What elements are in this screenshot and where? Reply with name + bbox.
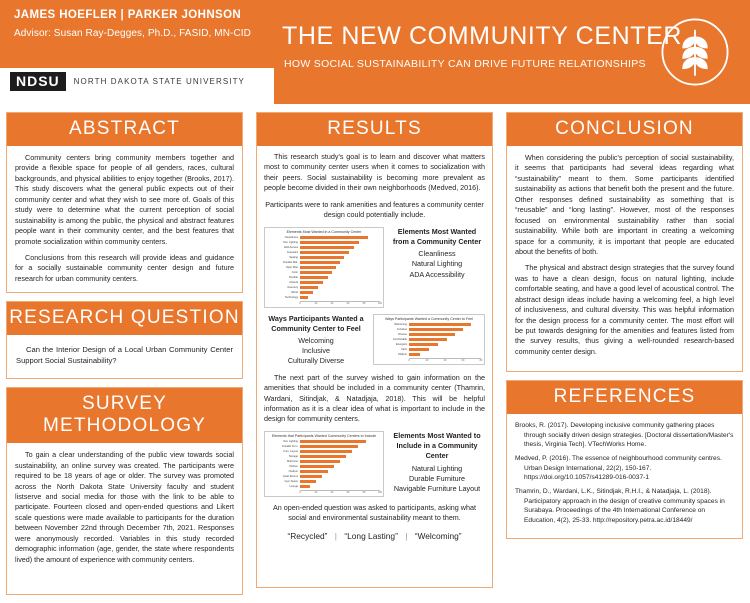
abstract-paragraph: Community centers bring community members together and provide a flexible space for people of all genders, races, cultural backgrounds, and physical abilities to enjoy together (Brooks, 2017). This study discovers what the general public expects out of their community center and what they wish to see more of. Goals of this study were to determine what the current perception of social sustainability is among the public, the physical and abstract features people want in their community center, and the best features that promote socialization within community centers. [15, 153, 234, 246]
callout-item: Welcoming [298, 336, 334, 346]
reference-entry: Thamrin, D., Wardani, L.K., Sitindjak, R.H.I., & Natadjaja, L. (2018). Participatory approach in the design of creative community spaces in Surabaya. Proceedings of the 4th International Conference on Education, 4(2), 25-33. http://repository.petra.ac.id/18449/ [515, 488, 725, 524]
results-callout-3 [389, 431, 485, 494]
results-callout-2 [264, 314, 368, 367]
chart-axis: 0 20 40 60 80 100 [299, 301, 382, 305]
quote-item: “Long Lasting” [344, 530, 398, 541]
wheat-circle-logo-icon [658, 15, 732, 89]
ndsu-logo [10, 72, 245, 91]
research-question-body [7, 335, 242, 378]
results-chart-group-3 [264, 431, 485, 497]
callout-item: Navigable Furniture Layout [393, 483, 481, 493]
advisor-line: Advisor: Susan Ray-Degges, Ph.D., FASID, MN-CID [14, 28, 251, 39]
poster-header [0, 0, 750, 104]
results-chart-group-1 [264, 227, 485, 308]
page-subtitle: HOW SOCIAL SUSTAINABILITY CAN DRIVE FUTURE RELATIONSHIPS [284, 58, 646, 70]
chart-axis: 0 20 40 60 80 100 [299, 490, 382, 494]
callout-item: Inclusive [302, 346, 330, 356]
conclusion-paragraph: When considering the public's perception of social sustainability, it seems that participants had several ideas regarding what “sustainability” meant to them. Some participants identified sustainability as actions that benefit both the present and the future. Other responses defined sustainability as something that is “reusable” and “long lasting”. However, most of the responses focused on environmental sustainability rather than social sustainability. While both are important in creating a welcoming space for a community, it is important that people are educated about the benefits of both. [515, 153, 734, 256]
survey-methodology-heading: SURVEY METHODOLOGY [7, 388, 242, 443]
reference-entry: Brooks, R. (2017). Developing inclusive community gathering places through socially driven design strategies. [Doctoral dissertation/Master's thesis, Virginia Tech]. VTechWorks Home. [515, 422, 734, 449]
chart-title: Ways Participants Wanted a Community Center to Feel [385, 316, 473, 321]
page-title: THE NEW COMMUNITY CENTER [282, 22, 683, 50]
callout-title: Ways Participants Wanted a Community Center to Feel [268, 313, 364, 333]
conclusion-panel [506, 112, 743, 372]
results-paragraph: This research study's goal is to learn and discover what matters most to community center users when it comes to socialization with their peers. Social sustainability is becoming more prevalent as people become divided in their own neighborhoods (Medved, 2016). [264, 152, 485, 193]
reference-entry: Medved, P. (2016). The essence of neighbourhood community centres. Urban Design International, 22(2), 150-167. https://doi.org/10.1057/s41289-016-0037-1 [515, 455, 722, 482]
callout-item: Cleanliness [418, 249, 456, 259]
survey-methodology-paragraph: To gain a clear understanding of the public view towards social sustainability, an online survey was created. The participants were required to be 18 years of age or older. The survey was promoted across the North Dakota State University faculty and student listserve and social media for those with the link to be able to participate. Fourteen closed and open-ended questions and Likert scale questions were made available to participants for the duration between November 22nd through December 7th, 2021. Responses were anonymously recorded. Variables in this study recorded demographic information (age, gender, the state where respondents lived) the amount of experience with community centers. [15, 450, 234, 564]
results-paragraph: Participants were to rank amenities and features a community center design could potentially include. [265, 199, 484, 220]
conclusion-heading: CONCLUSION [507, 113, 742, 146]
quote-item: “Recycled” [287, 530, 328, 541]
chart-title: Elements Most Wanted in a Community Center [286, 229, 362, 234]
callout-item: ADA Accessibility [409, 269, 465, 279]
results-callout-1 [389, 227, 485, 280]
chart-elements-most-wanted [264, 227, 384, 308]
ndsu-university-name: NORTH DAKOTA STATE UNIVERSITY [73, 77, 245, 86]
results-chart-group-2 [264, 314, 485, 367]
survey-methodology-body [7, 443, 242, 594]
research-question-text: Can the Interior Design of a Local Urban Community Center Support Social Sustainability? [16, 345, 233, 366]
chart-bars: Cleanliness Nat. Lighting ADA Access Acoustics Seating Durable Mat. Open Plan Color Flexible Artwork Greenery Wood Technology [268, 236, 380, 300]
survey-methodology-panel [6, 387, 243, 595]
column-right [506, 112, 743, 547]
author-names: JAMES HOEFLER | PARKER JOHNSON [14, 9, 242, 21]
research-question-panel [6, 301, 243, 379]
results-quotes [264, 530, 485, 542]
abstract-heading: ABSTRACT [7, 113, 242, 146]
references-panel [506, 380, 743, 539]
chart-ways-wanted-to-feel [373, 314, 485, 365]
results-heading: RESULTS [257, 113, 492, 146]
conclusion-body [507, 146, 742, 371]
chart-elements-to-include [264, 431, 384, 497]
abstract-paragraph: Conclusions from this research will provide ideas and guidance for a socially sustainable community center design and future research for urban community centers. [15, 252, 234, 283]
chart-bars: Welcoming Inclusive Diverse Comfortable Energetic Calm Modern [377, 323, 481, 357]
callout-item: Durable Furniture [409, 473, 465, 483]
chart-title: Elements that Participants Wanted Community Centers to Include [271, 433, 377, 438]
column-center [256, 112, 493, 596]
quote-item: “Welcoming” [414, 530, 462, 541]
quote-separator: | [405, 530, 408, 541]
chart-axis: 0 20 40 60 80 [408, 358, 483, 362]
references-body [507, 414, 742, 538]
results-paragraph-next: The next part of the survey wished to gain information on the amenities that should be included in a community center (Thamrin, Wardani, Sitindjak, & Natadjaja, 2018). This will be helpful information as it is a clear idea of what is important to include in the design for community centers. [264, 372, 485, 424]
conclusion-paragraph: The physical and abstract design strategies that the survey found was to have a clean design, focus on natural lighting, include comfortable seating, and have a good level of acoustical control. The abstract design ideas include having a welcoming feel, a high level of inclusiveness, and cultural diversity. This was helpful information for the design process for a community center. The most effort will be put towards designing for the amenities and features listed from the survey results, thus giving a well-rounded research-based community center design. [515, 263, 734, 356]
callout-title: Elements Most Wanted to Include in a Community Center [393, 430, 481, 461]
callout-title: Elements Most Wanted from a Community Center [392, 226, 482, 246]
column-left [6, 112, 243, 603]
callout-item: Culturally Diverse [287, 356, 345, 366]
abstract-body [7, 146, 242, 292]
results-body [257, 146, 492, 549]
results-panel [256, 112, 493, 588]
callout-item: Natural Lighting [411, 259, 463, 269]
abstract-panel [6, 112, 243, 293]
quote-separator: | [334, 530, 337, 541]
research-question-heading: RESEARCH QUESTION [7, 302, 242, 335]
references-heading: REFERENCES [507, 381, 742, 414]
callout-item: Natural Lighting [411, 463, 463, 473]
ndsu-wordmark: NDSU [10, 72, 66, 91]
chart-bars: Nat. Lighting Durable Furn. Furn. Layout Storage Multi-Use Kitchen Outdoor Quiet Rooms Gym Space Lounge [268, 440, 380, 489]
results-paragraph-open: An open-ended question was asked to participants, asking what social and environmental sustainability meant to them. [273, 502, 476, 523]
